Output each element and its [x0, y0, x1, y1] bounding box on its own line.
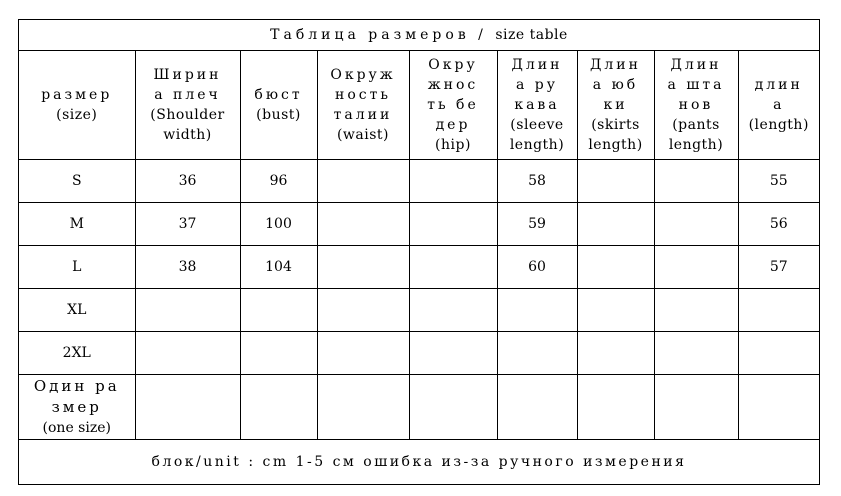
cell-sleeve-length: 58 [497, 160, 577, 203]
header-bust: бюст (bust) [240, 51, 317, 160]
cell-shoulder-width: 37 [135, 203, 240, 246]
header-skirts-length: Длин а юб ки (skirts length) [577, 51, 654, 160]
cell-pants-length [654, 246, 738, 289]
cell-hip [409, 203, 497, 246]
cell-waist [317, 375, 409, 440]
cell-sleeve-length: 59 [497, 203, 577, 246]
cell-bust [240, 375, 317, 440]
size-chart-sheet [18, 19, 820, 485]
table-row-one-size [19, 375, 819, 440]
cell-size: L [19, 246, 135, 289]
cell-shoulder-width [135, 289, 240, 332]
cell-one-size: Один ра змер (one size) [19, 375, 135, 440]
header-row [19, 51, 819, 160]
table-footer-note: блок/unit : cm 1-5 см ошибка из-за ручного измерения [19, 440, 819, 485]
header-pants-length: Длин а шта нов (pants length) [654, 51, 738, 160]
cell-pants-length [654, 160, 738, 203]
table-title-en: size table [495, 27, 568, 43]
cell-sleeve-length [497, 375, 577, 440]
cell-waist [317, 289, 409, 332]
cell-length: 55 [738, 160, 819, 203]
header-waist: Окруж ность талии (waist) [317, 51, 409, 160]
cell-skirts-length [577, 246, 654, 289]
cell-sleeve-length [497, 332, 577, 375]
table-row [19, 203, 819, 246]
cell-pants-length [654, 289, 738, 332]
cell-size: M [19, 203, 135, 246]
header-shoulder-width: Ширин а плеч (Shoulder width) [135, 51, 240, 160]
cell-bust: 96 [240, 160, 317, 203]
cell-waist [317, 246, 409, 289]
table-title [19, 20, 819, 51]
cell-sleeve-length [497, 289, 577, 332]
cell-hip [409, 289, 497, 332]
header-length: длин а (length) [738, 51, 819, 160]
cell-size: S [19, 160, 135, 203]
cell-bust: 100 [240, 203, 317, 246]
cell-length: 57 [738, 246, 819, 289]
cell-skirts-length [577, 160, 654, 203]
cell-skirts-length [577, 289, 654, 332]
table-title-ru: Таблица размеров / [270, 27, 487, 43]
cell-waist [317, 203, 409, 246]
cell-hip [409, 332, 497, 375]
cell-size: XL [19, 289, 135, 332]
cell-pants-length [654, 203, 738, 246]
table-row [19, 332, 819, 375]
cell-length [738, 375, 819, 440]
table-row [19, 246, 819, 289]
cell-hip [409, 375, 497, 440]
cell-length [738, 332, 819, 375]
cell-bust: 104 [240, 246, 317, 289]
header-sleeve-length: Длин а ру кава (sleeve length) [497, 51, 577, 160]
cell-hip [409, 246, 497, 289]
cell-skirts-length [577, 203, 654, 246]
cell-sleeve-length: 60 [497, 246, 577, 289]
cell-bust [240, 332, 317, 375]
cell-skirts-length [577, 332, 654, 375]
cell-waist [317, 332, 409, 375]
header-hip: Окру жнос ть бе дер (hip) [409, 51, 497, 160]
cell-waist [317, 160, 409, 203]
table-row [19, 160, 819, 203]
cell-shoulder-width [135, 375, 240, 440]
cell-pants-length [654, 332, 738, 375]
cell-shoulder-width: 36 [135, 160, 240, 203]
cell-length: 56 [738, 203, 819, 246]
cell-size: 2XL [19, 332, 135, 375]
cell-shoulder-width: 38 [135, 246, 240, 289]
cell-shoulder-width [135, 332, 240, 375]
cell-skirts-length [577, 375, 654, 440]
cell-bust [240, 289, 317, 332]
size-table [19, 20, 819, 484]
header-size: размер (size) [19, 51, 135, 160]
table-row [19, 289, 819, 332]
cell-length [738, 289, 819, 332]
cell-pants-length [654, 375, 738, 440]
cell-hip [409, 160, 497, 203]
